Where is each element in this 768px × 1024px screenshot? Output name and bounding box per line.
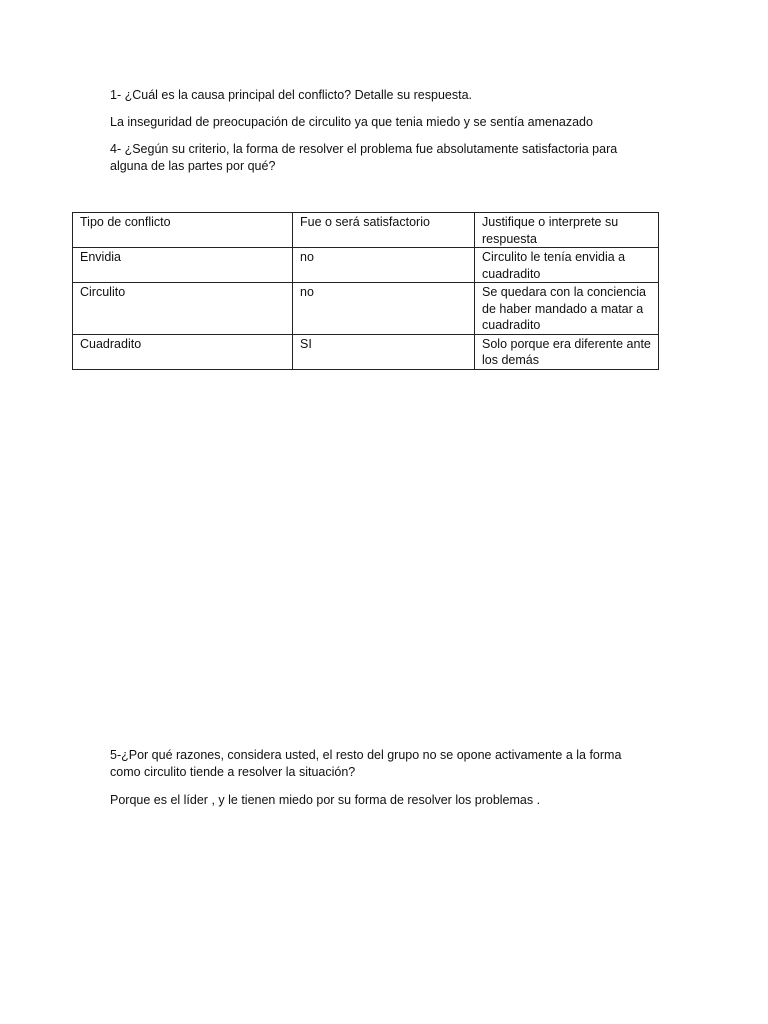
table-cell-tipo: Circulito: [73, 283, 293, 335]
answer-1: La inseguridad de preocupación de circulito ya que tenia miedo y se sentía amenazado: [110, 115, 593, 129]
table-cell-satisfactorio: no: [293, 248, 475, 283]
header-satisfactorio: Fue o será satisfactorio: [293, 213, 475, 248]
table-row: [73, 283, 659, 335]
table-row: [73, 248, 659, 283]
table-header-row: [73, 213, 659, 248]
table-cell-tipo: Envidia: [73, 248, 293, 283]
table-cell-justificacion: Circulito le tenía envidia a cuadradito: [475, 248, 659, 283]
header-tipo-de-conflicto: Tipo de conflicto: [73, 213, 293, 248]
answer-5: Porque es el líder , y le tienen miedo por su forma de resolver los problemas .: [110, 793, 541, 807]
question-1: 1- ¿Cuál es la causa principal del conflicto? Detalle su respuesta.: [110, 88, 472, 102]
table-cell-justificacion: Solo porque era diferente ante los demás: [475, 334, 659, 369]
question-5: 5-¿Por qué razones, considera usted, el resto del grupo no se opone activamente a la forma como circulito tiende a resolver la situación?: [110, 748, 622, 779]
header-justifique: Justifique o interprete su respuesta: [475, 213, 659, 248]
table-cell-tipo: Cuadradito: [73, 334, 293, 369]
question-4: 4- ¿Según su criterio, la forma de resolver el problema fue absolutamente satisfactoria para alguna de las partes por qué?: [110, 142, 618, 173]
table-cell-justificacion: Se quedara con la conciencia de haber mandado a matar a cuadradito: [475, 283, 659, 335]
table-row: [73, 334, 659, 369]
conflict-table: [72, 212, 659, 370]
table-cell-satisfactorio: no: [293, 283, 475, 335]
table-cell-satisfactorio: SI: [293, 334, 475, 369]
